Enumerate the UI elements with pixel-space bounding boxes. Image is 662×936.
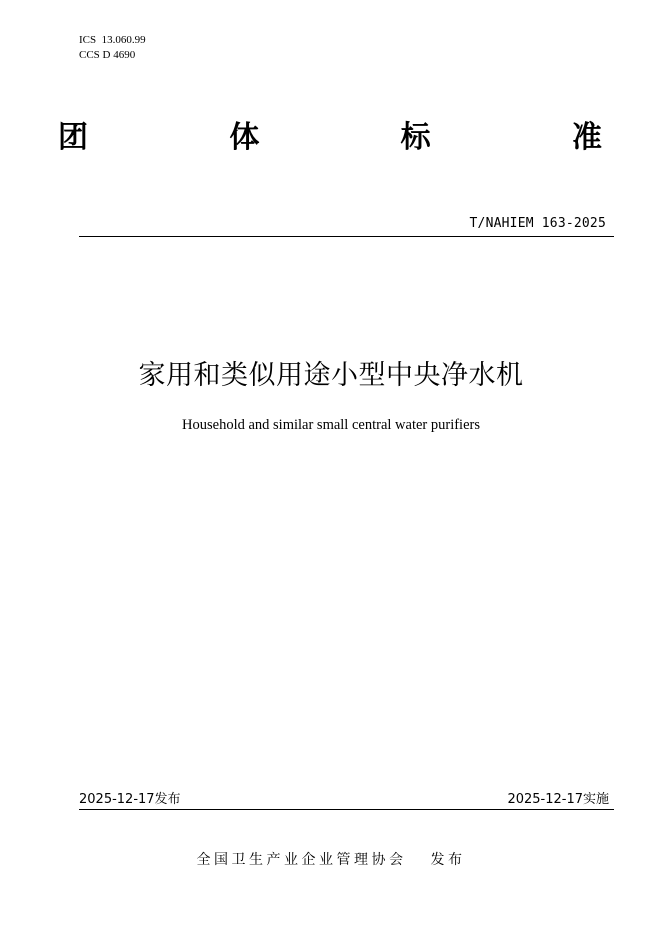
ics-code: ICS 13.060.99	[79, 34, 146, 46]
header-divider	[79, 236, 614, 237]
document-title-english: Household and similar small central water purifiers	[182, 417, 480, 433]
document-type-char: 准	[571, 120, 602, 155]
publish-date: 2025-12-17发布	[79, 792, 181, 807]
document-type-heading	[58, 116, 602, 160]
document-title-chinese: 家用和类似用途小型中央净水机	[138, 360, 524, 391]
effective-date: 2025-12-17实施	[507, 792, 609, 807]
document-type-char: 体	[229, 120, 260, 155]
standard-number: T/NAHIEM 163-2025	[469, 216, 606, 231]
publisher-action: 发布	[430, 852, 466, 868]
document-type-char: 团	[58, 120, 88, 155]
footer-divider	[79, 809, 614, 810]
publisher-line	[0, 850, 662, 870]
classification-codes	[79, 33, 146, 63]
ccs-code: CCS D 4690	[79, 49, 136, 61]
document-type-char: 标	[400, 120, 431, 155]
publisher-organization: 全国卫生产业企业管理协会	[196, 852, 407, 868]
